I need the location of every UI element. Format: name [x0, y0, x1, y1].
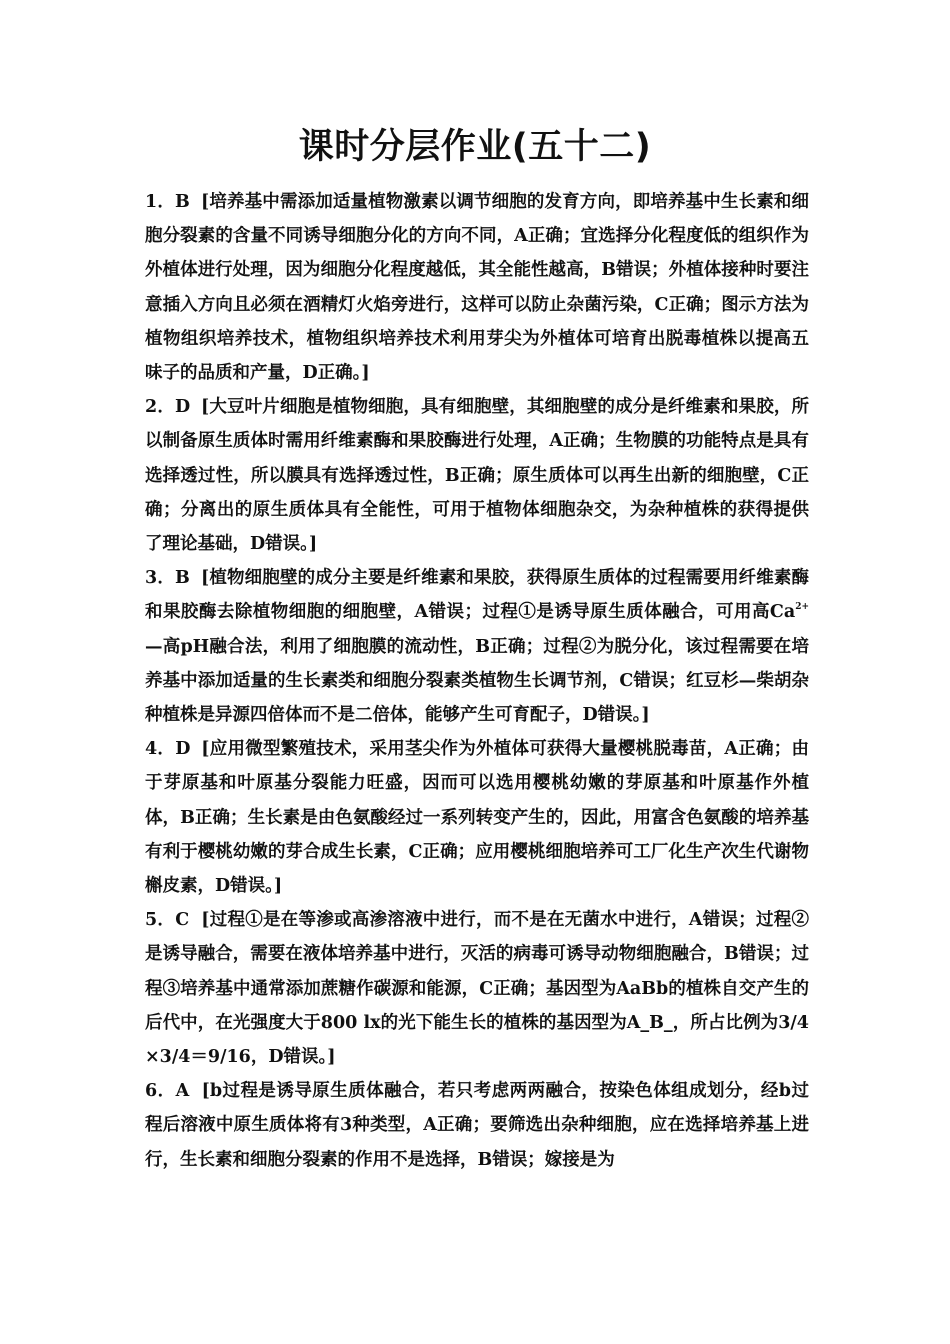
answer-item-4 [145, 732, 809, 903]
item-explanation: [过程①是在等渗或高渗溶液中进行，而不是在无菌水中进行，A错误；过程②是诱导融合，需要在液体培养基中进行，灭活的病毒可诱导动物细胞融合，B错误；过程③培养基中通常添加蔗糖作碳源和能源，C正确；基因型为AaBb的植株自交产生的后代中，在光强度大于800 lx的光下能生长的植株的基因型为A_B_，所占比例为3/4×3/4＝9/16，D错误。] [145, 910, 809, 1068]
item-number: 4． [145, 739, 176, 760]
item-explanation: [培养基中需添加适量植物激素以调节细胞的发育方向，即培养基中生长素和细胞分裂素的含量不同诱导细胞分化的方向不同，A正确；宜选择分化程度低的组织作为外植体进行处理，因为细胞分化程度越低，其全能性越高，B错误；外植体接种时要注意插入方向且必须在酒精灯火焰旁进行，这样可以防止杂菌污染，C正确；图示方法为植物组织培养技术，植物组织培养技术利用芽尖为外植体可培育出脱毒植株以提高五味子的品质和产量，D正确。] [145, 192, 809, 384]
item-answer: A [175, 1081, 190, 1102]
item-explanation: [b过程是诱导原生质体融合，若只考虑两两融合，按染色体组成划分，经b过程后溶液中原生质体将有3种类型，A正确；要筛选出杂种细胞，应在选择培养基上进行，生长素和细胞分裂素的作用不是选择，B错误；嫁接是为 [145, 1081, 809, 1170]
item-explanation-part-2: —高pH融合法，利用了细胞膜的流动性，B正确；过程②为脱分化，该过程需要在培养基中添加适量的生长素类和细胞分裂素类植物生长调节剂，C错误；红豆杉—柴胡杂种植株是异源四倍体而不是二倍体，能够产生可育配子，D错误。] [145, 636, 809, 726]
item-number: 2． [145, 397, 175, 418]
answer-item-3 [145, 561, 809, 732]
item-answer: D [175, 739, 191, 760]
superscript-charge: 2+ [795, 602, 809, 613]
answer-list [145, 185, 809, 1177]
item-explanation: [大豆叶片细胞是植物细胞，具有细胞壁，其细胞壁的成分是纤维素和果胶，所以制备原生质体时需用纤维素酶和果胶酶进行处理，A正确；生物膜的功能特点是具有选择透过性，所以膜具有选择透过性，B正确；原生质体可以再生出新的细胞壁，C正确；分离出的原生质体具有全能性，可用于植物体细胞杂交，为杂种植株的获得提供了理论基础，D错误。] [145, 397, 809, 555]
item-answer: B [174, 568, 190, 589]
answer-item-1 [145, 185, 809, 390]
item-explanation [145, 568, 809, 725]
item-explanation: [应用微型繁殖技术，采用茎尖作为外植体可获得大量樱桃脱毒苗，A正确；由于芽原基和叶原基分裂能力旺盛，因而可以选用樱桃幼嫩的芽原基和叶原基作外植体，B正确；生长素是由色氨酸经过一系列转变产生的，因此，用富含色氨酸的培养基有利于樱桃幼嫩的芽合成生长素，C正确；应用樱桃细胞培养可工厂化生产次生代谢物槲皮素，D错误。] [145, 739, 809, 897]
item-number: 6． [145, 1081, 176, 1102]
answer-item-6 [145, 1074, 809, 1177]
item-answer: B [174, 192, 190, 212]
item-explanation-part-1: [植物细胞壁的成分主要是纤维素和果胶，获得原生质体的过程需要用纤维素酶和果胶酶去除植物细胞的细胞壁，A错误；过程①是诱导原生质体融合，可用高Ca [145, 568, 809, 623]
item-answer: C [175, 910, 190, 931]
document-title: 课时分层作业(五十二) [298, 127, 652, 167]
answer-item-5 [145, 903, 809, 1074]
item-answer: D [174, 397, 191, 418]
item-number: 5． [145, 910, 176, 931]
item-number: 1． [145, 192, 175, 212]
item-number: 3． [145, 568, 175, 589]
answer-item-2 [145, 390, 809, 561]
